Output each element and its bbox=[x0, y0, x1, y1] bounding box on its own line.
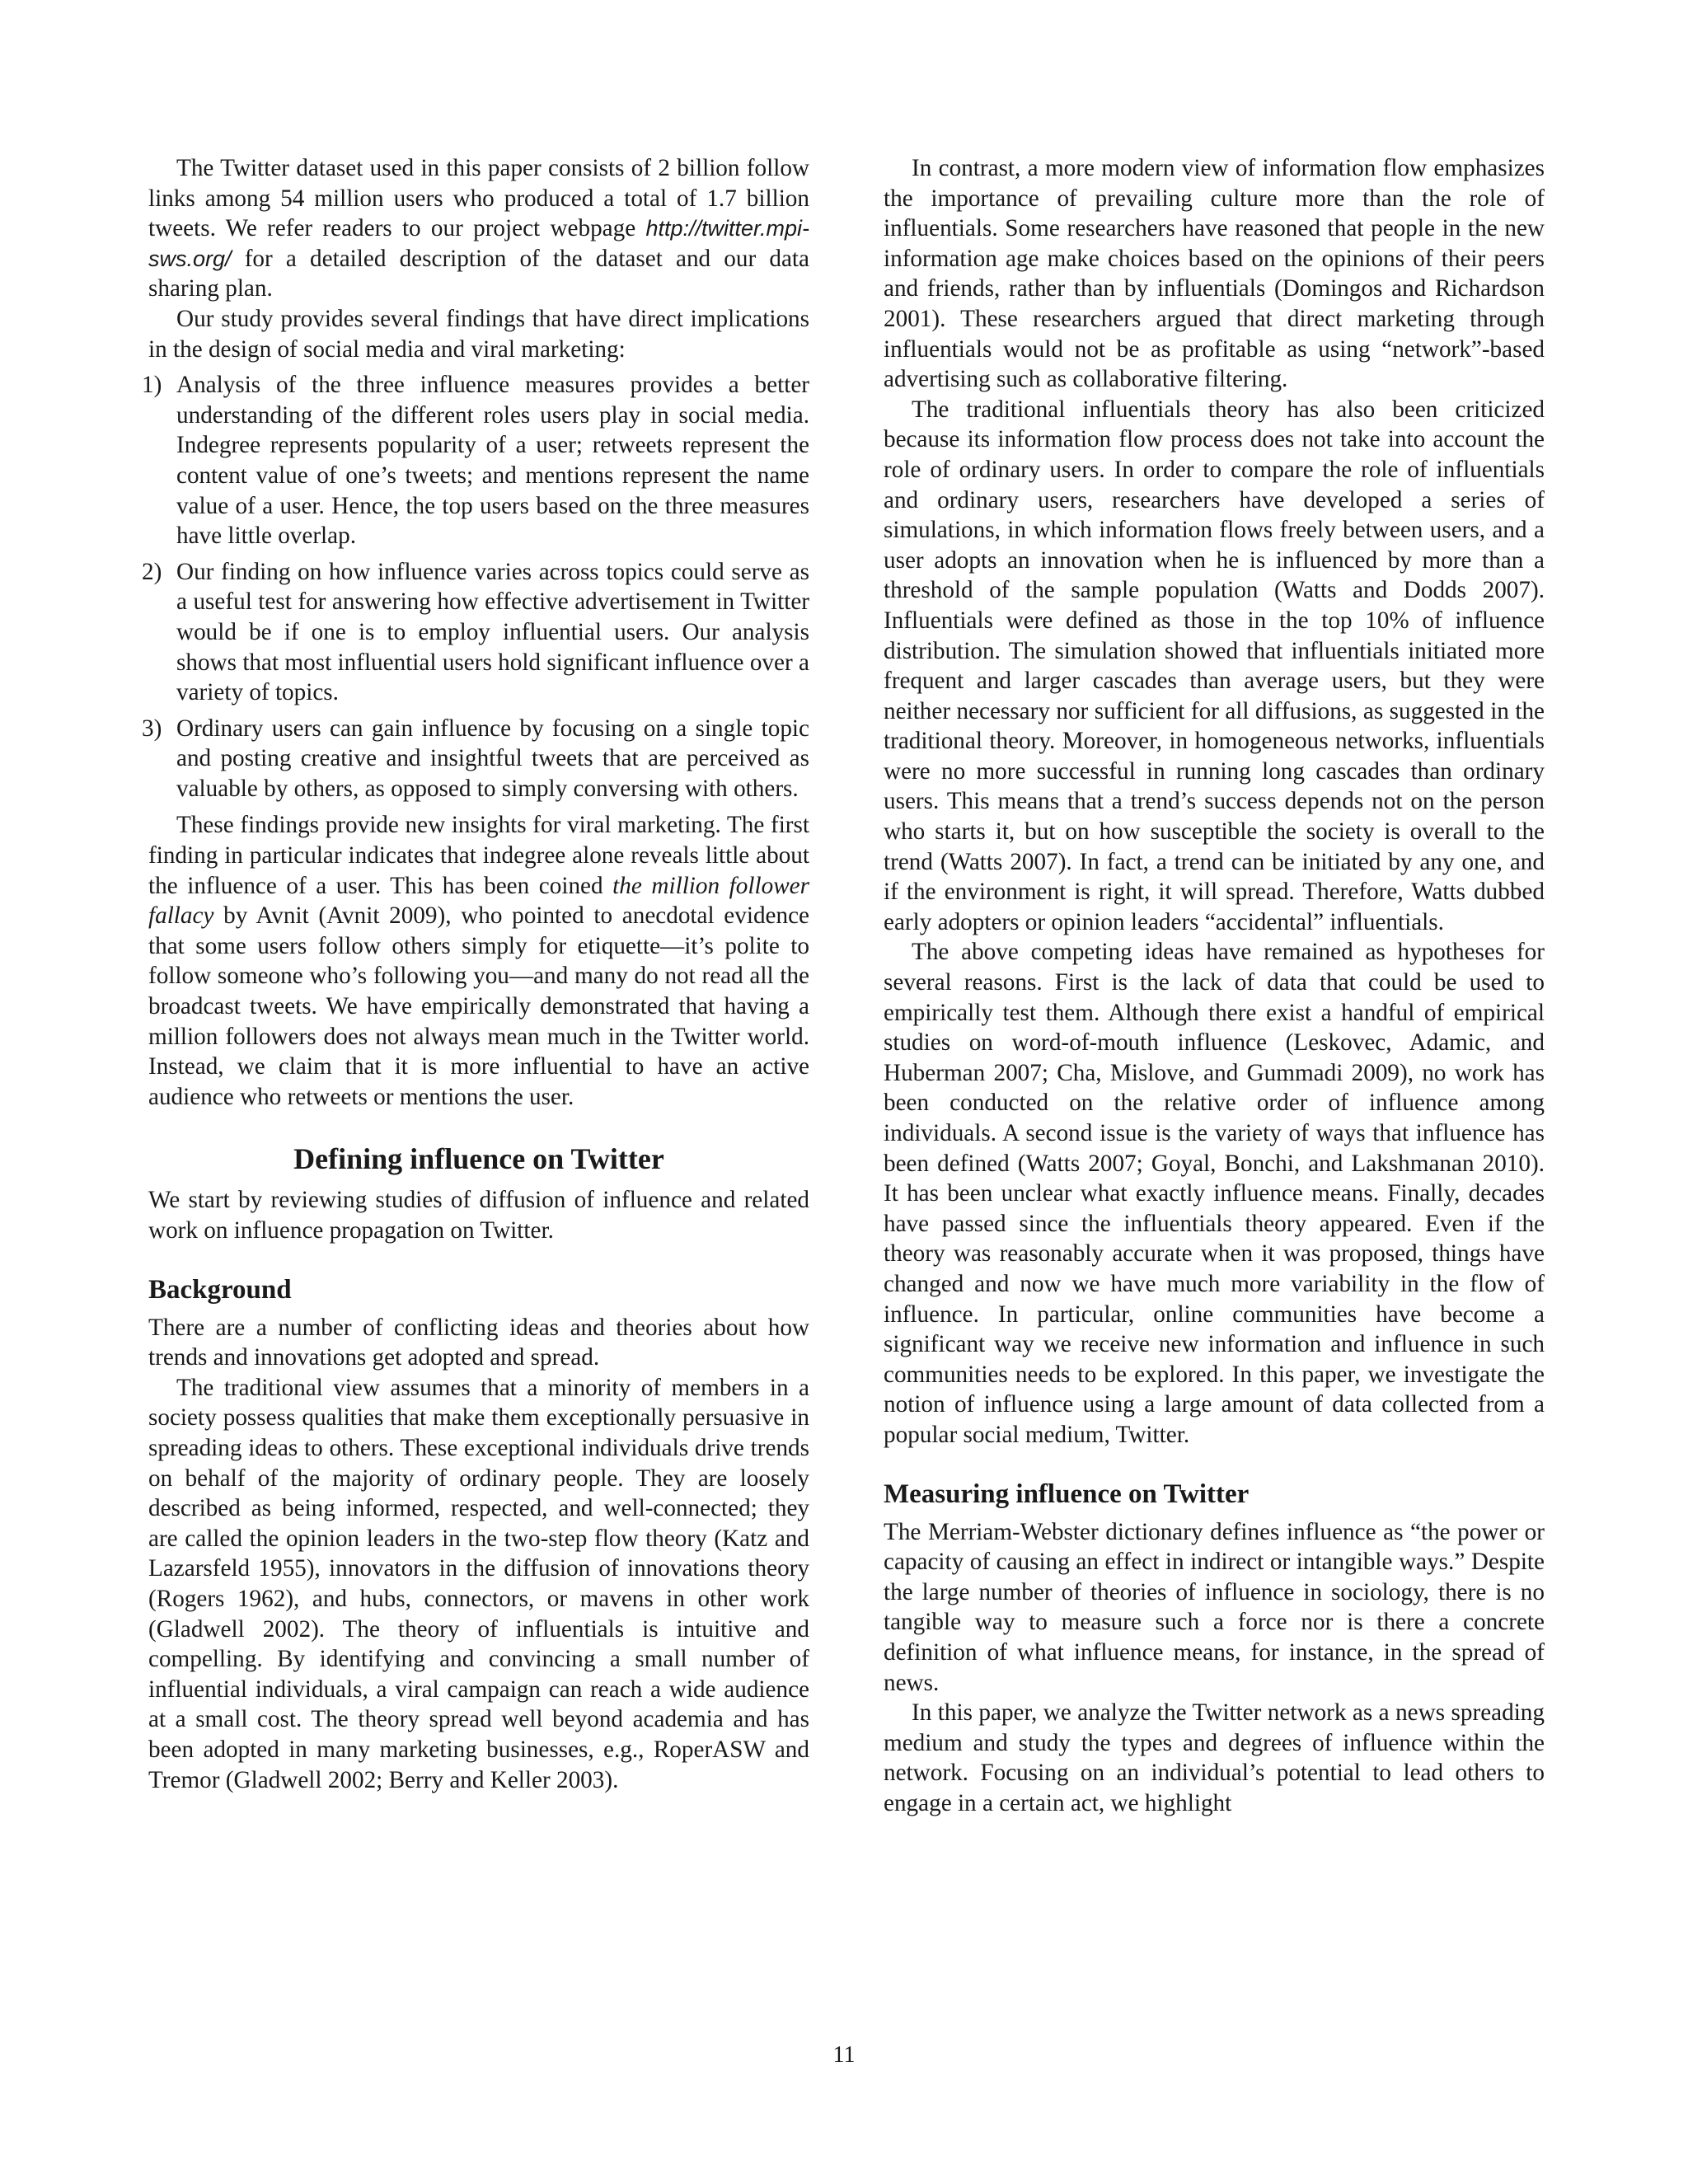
subsection-heading-measuring-influence: Measuring influence on Twitter bbox=[884, 1479, 1250, 1509]
insights-text-start: These findings provide new insights for viral marketing. The first finding in particular indicates that indegree alone reveals little about the influence of a user. This has been coined bbox=[148, 812, 809, 899]
measuring-paragraph-2: In this paper, we analyze the Twitter network as a news spreading medium and study the types and degrees of influence within the network. Focusing on an individual’s potential to lead others to engage in a certain act, we highlight bbox=[884, 1699, 1545, 1816]
criticism-paragraph: The traditional influentials theory has also been criticized because its information flow process does not take into account the role of ordinary users. In order to compare the role of influentials and ordinary users, researchers have developed a series of simulations, in which information flows freely between users, and a user adopts an innovation when he is influenced by more than a threshold of the sample population (Watts and Dodds 2007). Influentials were defined as those in the top 10% of influence distribution. The simulation showed that influentials initiated more frequent and larger cascades than average users, but they were neither necessary nor sufficient for all diffusions, as suggested in the traditional theory. Moreover, in homogeneous networks, influentials were no more successful in running long cascades than ordinary users. This means that a trend’s success depends not on the person who starts it, but on how susceptible the society is overall to the trend (Watts 2007). In fact, a trend can be initiated by any one, and if the environment is right, it will spread. Therefore, Watts dubbed early adopters or opinion leaders “accidental” influentials. bbox=[884, 396, 1545, 935]
section-intro-paragraph: We start by reviewing studies of diffusion of influence and related work on influence propagation on Twitter. bbox=[148, 1187, 809, 1244]
intro-paragraph-1 bbox=[148, 153, 809, 304]
list-item bbox=[142, 370, 809, 551]
list-item-number: 2) bbox=[142, 558, 162, 585]
list-item-text: Analysis of the three influence measures provides a better understanding of the different roles users play in social media. Indegree represents popularity of a user; retweets represent the content value of one’s tweets; and mentions represent the name value of a user. Hence, the top users based on the three measures have little overlap. bbox=[176, 372, 809, 550]
right-column bbox=[884, 153, 1545, 1818]
list-item-text: Our finding on how influence varies across topics could serve as a useful test for answering how effective advertisement in Twitter would be if one is to employ influential users. Our analysis shows that most influential users hold significant influence over a variety of topics. bbox=[176, 558, 809, 706]
list-item bbox=[142, 557, 809, 708]
hypotheses-paragraph: The above competing ideas have remained as hypotheses for several reasons. First is the lack of data that could be used to empirically test them. Although there exist a handful of empirical studies on word-of-mouth influence (Leskovec, Adamic, and Huberman 2007; Cha, Mislove, and Gummadi 2009), no work has been conducted on the relative order of influence among individuals. A second issue is the variety of ways that influence has been defined (Watts 2007; Goyal, Bonchi, and Lakshmanan 2010). It has been unclear what exactly influence means. Finally, decades have passed since the influentials theory appeared. Even if the theory was reasonably accurate when it was proposed, things have changed and now we have much more variability in the flow of influence. In particular, online communities have become a significant way we receive new information and influence in such communities needs to be explored. In this paper, we investigate the notion of influence using a large amount of data collected from a popular social medium, Twitter. bbox=[884, 939, 1545, 1448]
intro-text-start: The Twitter dataset used in this paper consists of 2 billion follow links among 54 million users who produced a total of 1.7 billion tweets. We refer readers to our project webpage bbox=[148, 155, 809, 242]
background-paragraph-2: The traditional view assumes that a minority of members in a society possess qualities that make them exceptionally persuasive in spreading ideas to others. These exceptional individuals drive trends on behalf of the majority of ordinary people. They are loosely described as being informed, respected, and well-connected; they are called the opinion leaders in the two-step flow theory (Katz and Lazarsfeld 1955), innovators in the diffusion of innovations theory (Rogers 1962), and hubs, connectors, or mavens in other work (Gladwell 2002). The theory of influentials is intuitive and compelling. By identifying and convincing a small number of influential individuals, a viral campaign can reach a wide audience at a small cost. The theory spread well beyond academia and has been adopted in many marketing businesses, e.g., RoperASW and Tremor (Gladwell 2002; Berry and Keller 2003). bbox=[148, 1374, 809, 1793]
background-paragraph-1: There are a number of conflicting ideas and theories about how trends and innovations get adopted and spread. bbox=[148, 1314, 809, 1371]
modern-view-paragraph: In contrast, a more modern view of information flow emphasizes the importance of prevailing culture more than the role of influentials. Some researchers have reasoned that people in the new information age make choices based on the opinions of their peers and friends, rather than by influentials (Domingos and Richardson 2001). These researchers argued that direct marketing through influentials would not be as profitable as using “network”-based advertising such as collaborative filtering. bbox=[884, 155, 1545, 393]
left-column bbox=[142, 153, 809, 1795]
insights-paragraph bbox=[148, 810, 809, 1112]
million-follower-fallacy-term: the million follower fallacy bbox=[148, 872, 809, 930]
insights-text-end: by Avnit (Avnit 2009), who pointed to anecdotal evidence that some users follow others simply for etiquette—it’s polite to follow someone who’s following you—and many do not read all the broadcast tweets. We have empirically demonstrated that having a million followers does not always mean much in the Twitter world. Instead, we claim that it is more influential to have an active audience who retweets or mentions the user. bbox=[148, 902, 809, 1110]
list-item-text: Ordinary users can gain influence by focusing on a single topic and posting creative and insightful tweets that are perceived as valuable by others, as opposed to simply conversing with others. bbox=[176, 715, 809, 802]
section-heading-defining-influence: Defining influence on Twitter bbox=[293, 1142, 664, 1176]
findings-list bbox=[142, 370, 809, 804]
list-item-number: 1) bbox=[142, 372, 162, 399]
intro-paragraph-2: Our study provides several findings that have direct implications in the design of social media and viral marketing: bbox=[148, 305, 809, 363]
project-webpage-link[interactable]: http://twitter.mpi-sws.org/ bbox=[148, 216, 809, 271]
list-item bbox=[142, 714, 809, 804]
subsection-heading-background: Background bbox=[148, 1274, 292, 1305]
list-item-number: 3) bbox=[142, 715, 162, 742]
measuring-paragraph-1: The Merriam-Webster dictionary defines influence as “the power or capacity of causing an effect in indirect or intangible ways.” Despite the large number of theories of influence in sociology, there is no tangible way to measure such a force nor is there a concrete definition of what influence means, for instance, in the spread of news. bbox=[884, 1518, 1545, 1696]
intro-text-end: for a detailed description of the dataset and our data sharing plan. bbox=[148, 245, 809, 302]
page-number: 11 bbox=[832, 2042, 856, 2068]
